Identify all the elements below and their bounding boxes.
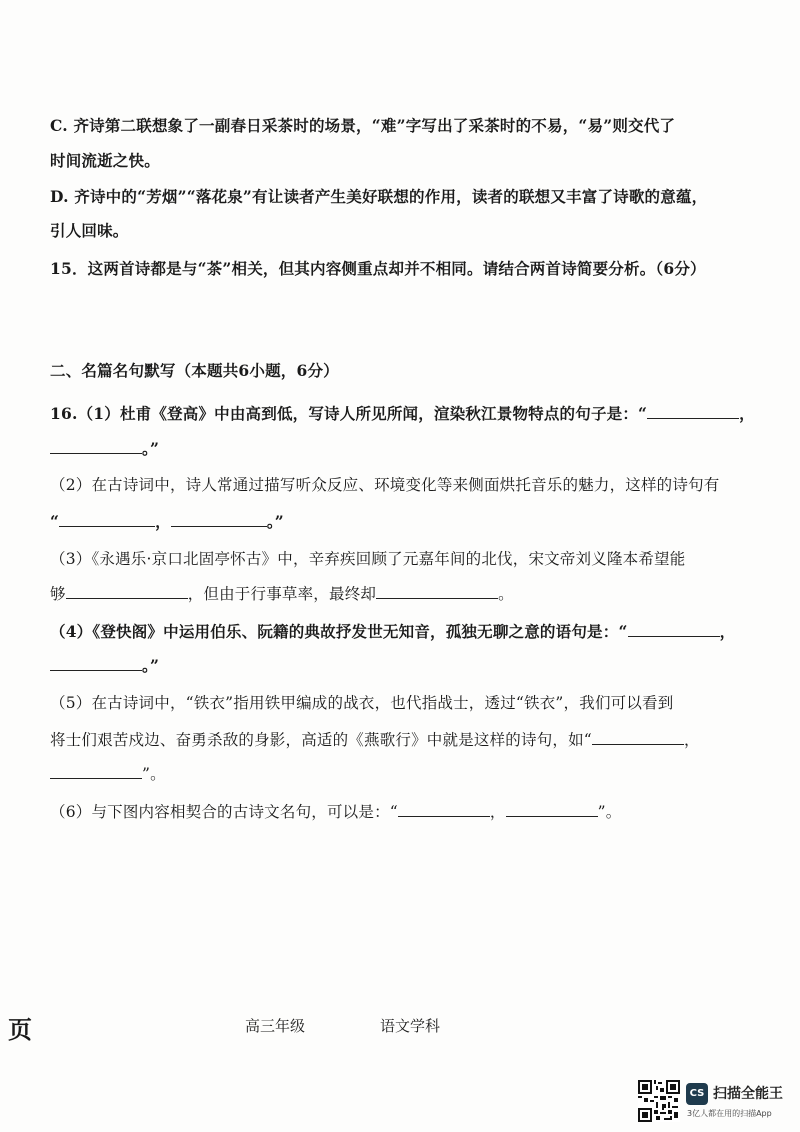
answer-blank[interactable] — [628, 620, 720, 637]
option-c-line2: 时间流逝之快。 — [50, 151, 160, 170]
camscanner-name: 扫描全能王 — [713, 1086, 783, 1102]
answer-blank[interactable] — [50, 437, 142, 454]
punctuation: ， — [489, 803, 506, 821]
answer-blank[interactable] — [66, 582, 188, 599]
q16-part2-line2 — [50, 510, 284, 533]
punctuation: ， — [683, 731, 700, 749]
punctuation: “ — [50, 512, 60, 531]
q16-part3-text: 够 — [50, 585, 66, 603]
q16-part6-text: （6）与下图内容相契合的古诗文名句，可以是：“ — [50, 803, 398, 821]
question-15: 15．这两首诗都是与“茶”相关，但其内容侧重点却并不相同。请结合两首诗简要分析。（6分） — [50, 259, 706, 278]
q16-part4-line1 — [50, 620, 735, 643]
q16-part4-text: （4）《登快阁》中运用伯乐、阮籍的典故抒发世无知音，孤独无聊之意的语句是：“ — [50, 622, 628, 641]
section-2-heading: 二、名篇名句默写（本题共6小题，6分） — [50, 361, 339, 380]
answer-blank[interactable] — [398, 800, 490, 817]
punctuation: ， — [719, 622, 736, 641]
option-d-line1: D. 齐诗中的“芳烟”“落花泉”有让读者产生美好联想的作用，读者的联想又丰富了诗歌的意蕴， — [50, 187, 708, 206]
q16-part3-text2: ，但由于行事草率，最终却 — [187, 585, 377, 603]
punctuation: 。” — [142, 439, 160, 458]
punctuation: ， — [739, 404, 755, 423]
answer-blank[interactable] — [647, 402, 739, 419]
q16-part5-line2 — [50, 728, 700, 751]
camscanner-tagline: 3亿人都在用的扫描App — [687, 1109, 772, 1118]
answer-blank[interactable] — [50, 654, 142, 671]
footer-subject: 语文学科 — [380, 1017, 441, 1035]
answer-blank[interactable] — [50, 762, 142, 779]
q16-part6-line1 — [50, 800, 621, 823]
answer-blank[interactable] — [171, 510, 267, 527]
punctuation: ， — [155, 512, 171, 531]
q16-part3-line1: （3）《永遇乐·京口北固亭怀古》中，辛弃疾回顾了元嘉年间的北伐，宋文帝刘义隆本希望能 — [50, 550, 686, 568]
q16-part1-line2 — [50, 437, 159, 460]
q16-part1-text: 16.（1）杜甫《登高》中由高到低，写诗人所见所闻，渲染秋江景物特点的句子是：“ — [50, 404, 648, 423]
option-d-line2: 引人回味。 — [50, 221, 129, 240]
option-c-line1: C. 齐诗第二联想象了一副春日采茶时的场景，“难”字写出了采茶时的不易，“易”则交代了 — [50, 116, 676, 135]
q16-part1-line1 — [50, 402, 755, 425]
punctuation: 。” — [266, 512, 284, 531]
punctuation: 。” — [142, 656, 160, 675]
q16-part2-line1: （2）在古诗词中，诗人常通过描写听众反应、环境变化等来侧面烘托音乐的魅力，这样的诗句有 — [50, 476, 720, 494]
qr-code-icon — [638, 1080, 680, 1122]
answer-blank[interactable] — [59, 510, 155, 527]
footer-grade: 高三年级 — [245, 1017, 306, 1035]
page-label: 页 — [8, 1015, 32, 1044]
q16-part4-line2 — [50, 654, 159, 677]
punctuation: ”。 — [142, 765, 166, 783]
q16-part3-line2 — [50, 582, 514, 605]
camscanner-logo: CS — [686, 1083, 708, 1105]
answer-blank[interactable] — [592, 728, 684, 745]
q16-part5-line3 — [50, 762, 166, 785]
punctuation: 。 — [498, 585, 514, 603]
q16-part5-line1: （5）在古诗词中，“铁衣”指用铁甲编成的战衣，也代指战士，透过“铁衣”，我们可以看到 — [50, 694, 674, 712]
answer-blank[interactable] — [376, 582, 498, 599]
answer-blank[interactable] — [506, 800, 598, 817]
q16-part5-text: 将士们艰苦戍边、奋勇杀敌的身影，高适的《燕歌行》中就是这样的诗句，如“ — [50, 731, 592, 749]
punctuation: ”。 — [597, 803, 622, 821]
